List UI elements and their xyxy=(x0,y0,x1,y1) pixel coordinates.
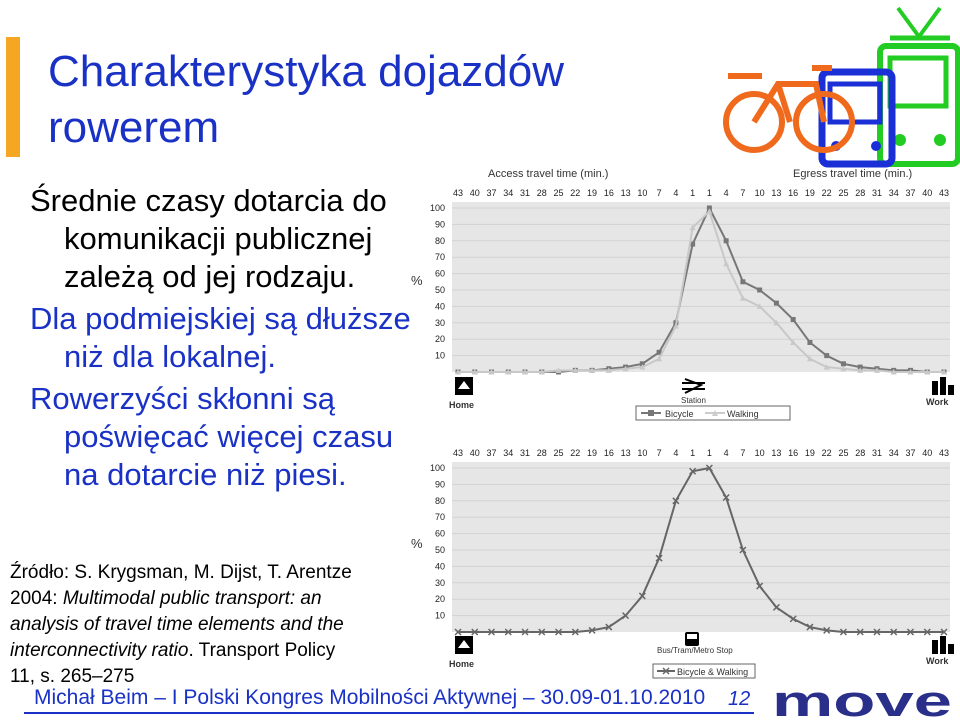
y-tick-label: 50 xyxy=(434,545,445,555)
x-tick-label: 37 xyxy=(486,448,497,458)
x-tick-label: 40 xyxy=(922,448,933,458)
x-tick-label: 13 xyxy=(620,188,631,198)
x-tick-label: 16 xyxy=(788,188,799,198)
y-tick-label: 70 xyxy=(434,512,445,523)
x-tick-label: 10 xyxy=(754,448,765,458)
home-icon xyxy=(455,377,473,395)
y-tick-label: 90 xyxy=(434,219,445,230)
x-tick-label: 13 xyxy=(771,188,782,198)
bullet-text: Średnie czasy dotarcia do xyxy=(30,183,387,218)
source-title-italic: interconnectivity ratio xyxy=(10,640,189,661)
data-point xyxy=(807,340,812,345)
x-tick-label: 10 xyxy=(637,448,648,458)
y-tick-label: 60 xyxy=(434,268,445,279)
x-tick-label: 4 xyxy=(723,188,729,198)
y-tick-label: 30 xyxy=(434,577,445,588)
home-label: Home xyxy=(449,400,475,410)
source-line: Źródło: S. Krygsman, M. Dijst, T. Arentze xyxy=(10,562,352,583)
logo-text: move xyxy=(772,677,952,720)
station-label: Station xyxy=(681,396,706,405)
x-tick-label: 37 xyxy=(905,448,916,458)
data-point xyxy=(791,317,796,322)
data-point xyxy=(724,238,729,243)
bus-stop-icon xyxy=(685,632,699,646)
home-icon xyxy=(455,636,473,654)
legend xyxy=(636,406,790,420)
bullet-suburban xyxy=(30,300,420,376)
x-tick-label: 1 xyxy=(706,188,712,198)
bicycle-icon xyxy=(726,68,852,150)
x-tick-label: 28 xyxy=(536,448,547,458)
y-tick-label: 80 xyxy=(434,235,445,246)
source-line xyxy=(10,586,410,612)
source-title-italic: Multimodal public transport: an xyxy=(62,588,322,609)
stop-label: Bus/Tram/Metro Stop xyxy=(657,646,733,655)
x-tick-label: 16 xyxy=(603,448,614,458)
x-tick-label: 7 xyxy=(656,448,662,458)
y-axis-label: % xyxy=(411,536,423,551)
x-tick-label: 34 xyxy=(888,188,899,198)
y-tick-label: 40 xyxy=(434,301,445,312)
x-tick-label: 13 xyxy=(771,448,782,458)
work-icon xyxy=(932,377,954,395)
x-tick-label: 22 xyxy=(821,448,832,458)
x-tick-label: 22 xyxy=(570,188,581,198)
x-tick-label: 43 xyxy=(938,448,950,458)
transport-illustration xyxy=(720,2,960,172)
x-tick-label: 40 xyxy=(469,188,480,198)
x-tick-label: 22 xyxy=(570,448,581,458)
x-tick-label: 28 xyxy=(536,188,547,198)
work-label: Work xyxy=(926,656,949,666)
y-tick-label: 80 xyxy=(434,495,445,506)
y-tick-label: 20 xyxy=(434,594,445,605)
x-tick-label: 10 xyxy=(754,188,765,198)
x-tick-label: 16 xyxy=(603,188,614,198)
x-tick-labels xyxy=(453,188,949,198)
legend-item: Bicycle xyxy=(665,409,694,419)
y-tick-label: 90 xyxy=(434,479,445,490)
work-icon xyxy=(932,636,954,654)
x-tick-label: 10 xyxy=(637,188,648,198)
data-point xyxy=(841,361,846,366)
x-tick-label: 7 xyxy=(740,448,746,458)
access-egress-chart-stop xyxy=(405,440,950,690)
x-tick-label: 40 xyxy=(922,188,933,198)
x-tick-label: 31 xyxy=(871,448,882,458)
x-tick-label: 43 xyxy=(452,188,464,198)
chart-title-right: Egress travel time (min.) xyxy=(793,168,913,180)
x-tick-label: 22 xyxy=(821,188,832,198)
legend-item: Bicycle & Walking xyxy=(677,667,749,677)
x-tick-label: 28 xyxy=(855,188,866,198)
source-line xyxy=(10,612,410,638)
x-tick-label: 25 xyxy=(838,188,849,198)
x-tick-label: 37 xyxy=(486,188,497,198)
footer-text: Michał Beim – I Polski Kongres Mobilności Aktywnej – 30.09-01.10.2010 xyxy=(34,686,706,709)
x-tick-label: 19 xyxy=(804,448,815,458)
y-tick-label: 70 xyxy=(434,252,445,263)
x-tick-label: 19 xyxy=(587,448,598,458)
y-tick-label: 60 xyxy=(434,528,445,539)
x-tick-label: 4 xyxy=(673,448,679,458)
bullet-text: komunikacji publicznej xyxy=(64,221,373,256)
data-point xyxy=(774,301,779,306)
plot-area xyxy=(452,462,950,632)
y-tick-label: 30 xyxy=(434,317,445,328)
x-tick-labels xyxy=(453,448,949,458)
x-tick-label: 34 xyxy=(503,188,514,198)
y-tick-labels xyxy=(430,203,445,361)
bullet-access-times xyxy=(30,182,420,296)
y-tick-label: 10 xyxy=(434,350,445,361)
work-label: Work xyxy=(926,397,949,407)
legend xyxy=(653,664,755,678)
page-number: 12 xyxy=(728,688,751,710)
slide-title xyxy=(48,44,668,156)
x-tick-label: 34 xyxy=(503,448,514,458)
x-tick-label: 4 xyxy=(673,188,679,198)
title-line-2: rowerem xyxy=(48,103,220,152)
footer-rule xyxy=(24,712,754,714)
data-point xyxy=(824,353,829,358)
x-tick-label: 19 xyxy=(587,188,598,198)
bullet-text: Dla podmiejskiej są dłuższe xyxy=(30,301,411,336)
x-tick-label: 31 xyxy=(871,188,882,198)
x-tick-label: 25 xyxy=(838,448,849,458)
bullet-text: Rowerzyści skłonni są xyxy=(30,381,335,416)
x-tick-label: 7 xyxy=(740,188,746,198)
legend-marker-bicycle xyxy=(648,410,654,416)
source-line xyxy=(10,638,410,664)
chart-title-left: Access travel time (min.) xyxy=(488,168,609,180)
source-text: . Transport Policy xyxy=(188,640,336,661)
y-tick-label: 50 xyxy=(434,285,445,295)
x-tick-label: 1 xyxy=(690,448,696,458)
y-tick-labels xyxy=(430,463,445,621)
station-icon xyxy=(682,379,705,393)
x-tick-label: 37 xyxy=(905,188,916,198)
footer xyxy=(0,684,760,714)
access-egress-chart-station xyxy=(405,165,950,420)
data-point xyxy=(740,279,745,284)
x-tick-label: 1 xyxy=(706,448,712,458)
x-tick-label: 1 xyxy=(690,188,696,198)
x-tick-label: 40 xyxy=(469,448,480,458)
x-tick-label: 13 xyxy=(620,448,631,458)
x-tick-label: 43 xyxy=(938,188,950,198)
title-accent-bar xyxy=(6,37,20,157)
bullet-text: niż dla lokalnej. xyxy=(64,339,276,374)
x-tick-label: 7 xyxy=(656,188,662,198)
x-tick-label: 31 xyxy=(520,188,531,198)
source-title-italic: analysis of travel time elements and the xyxy=(10,614,344,635)
y-tick-label: 20 xyxy=(434,334,445,345)
bullet-text: na dotarcie niż piesi. xyxy=(64,457,347,492)
y-tick-label: 10 xyxy=(434,610,445,621)
title-line-1: Charakterystyka dojazdów xyxy=(48,47,565,96)
x-tick-label: 16 xyxy=(788,448,799,458)
x-tick-label: 25 xyxy=(553,188,564,198)
y-tick-label: 40 xyxy=(434,561,445,572)
source-citation xyxy=(10,560,410,690)
bullet-text: zależą od jej rodzaju. xyxy=(64,259,356,294)
x-tick-label: 34 xyxy=(888,448,899,458)
y-axis-label: % xyxy=(411,273,423,288)
y-tick-label: 100 xyxy=(429,203,445,213)
y-tick-label: 100 xyxy=(429,463,445,473)
x-tick-label: 19 xyxy=(804,188,815,198)
x-tick-label: 25 xyxy=(553,448,564,458)
x-tick-label: 43 xyxy=(452,448,464,458)
home-label: Home xyxy=(449,659,475,669)
data-point xyxy=(757,288,762,293)
source-text: 2004: xyxy=(10,588,63,609)
bullet-cyclists xyxy=(30,380,420,494)
x-tick-label: 28 xyxy=(855,448,866,458)
x-tick-label: 31 xyxy=(520,448,531,458)
move-logo xyxy=(770,677,958,720)
x-tick-label: 4 xyxy=(723,448,729,458)
source-line: 11, s. 265–275 xyxy=(10,666,135,687)
bullet-text: poświęcać więcej czasu xyxy=(64,419,394,454)
bullet-list xyxy=(30,182,420,498)
legend-item: Walking xyxy=(727,409,759,419)
